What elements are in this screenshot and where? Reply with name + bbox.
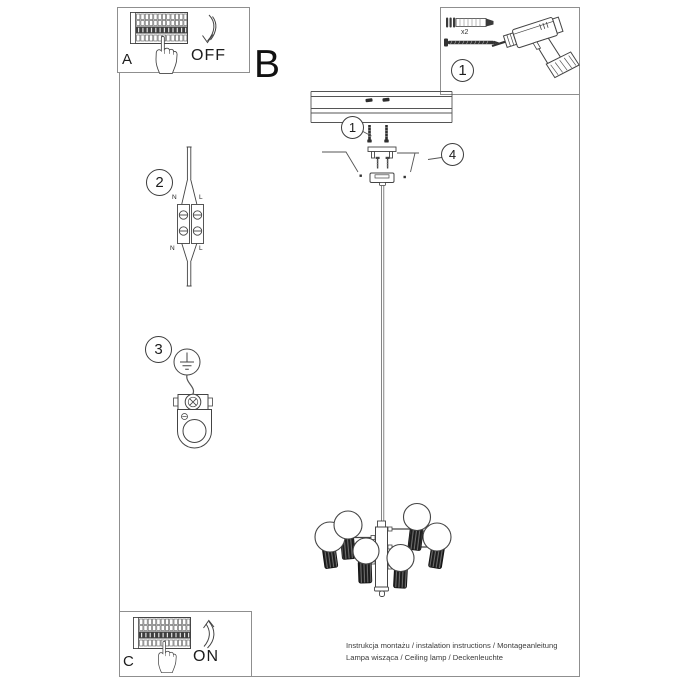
ground-clamp-icon — [174, 394, 213, 448]
callout-screws-1: 1 — [341, 116, 364, 139]
drill-icon — [489, 14, 580, 93]
off-label: OFF — [191, 47, 226, 64]
breaker-panel-on-icon — [134, 618, 191, 649]
terminal-block-icon — [178, 147, 204, 286]
wire-label-l-top: L — [199, 194, 203, 201]
arrow-down-icon — [203, 15, 216, 43]
callout-wiring-2: 2 — [146, 169, 173, 196]
wire-label-n-top: N — [172, 194, 177, 201]
callout-canopy-4: 4 — [441, 143, 464, 166]
step-label-b: B — [254, 43, 281, 86]
callout-ground-3: 3 — [145, 336, 172, 363]
step-label-c: C — [123, 653, 134, 670]
quantity-label: x2 — [461, 29, 469, 36]
chandelier-illustration — [315, 504, 451, 597]
ceiling-diagram — [311, 92, 452, 123]
wire-label-n-bottom: N — [170, 245, 175, 252]
step-label-a: A — [122, 51, 133, 68]
screw-icon — [444, 39, 500, 47]
wall-plug-icon — [446, 18, 494, 28]
mounting-bracket-icon — [368, 147, 396, 158]
dowels-in-ceiling-icon — [365, 98, 389, 103]
pendant-cord — [382, 185, 384, 522]
wire-label-l-bottom: L — [199, 245, 203, 252]
arrow-up-icon — [204, 621, 215, 649]
callout-parts-1: 1 — [451, 59, 474, 82]
canopy-icon — [370, 173, 394, 186]
footer-text-line1: Instrukcja montażu / instalation instructions / Montageanleitung — [346, 641, 558, 650]
leader-lines — [322, 131, 442, 178]
canopy-screws-icon — [376, 157, 390, 169]
footer-text-line2: Lampa wisząca / Ceiling lamp / Deckenleuchte — [346, 653, 504, 662]
ground-wire — [187, 375, 194, 395]
breaker-panel-off-icon — [131, 13, 188, 44]
on-label: ON — [193, 648, 219, 665]
ground-symbol-icon — [174, 349, 200, 375]
mounting-screws-icon — [367, 125, 388, 143]
